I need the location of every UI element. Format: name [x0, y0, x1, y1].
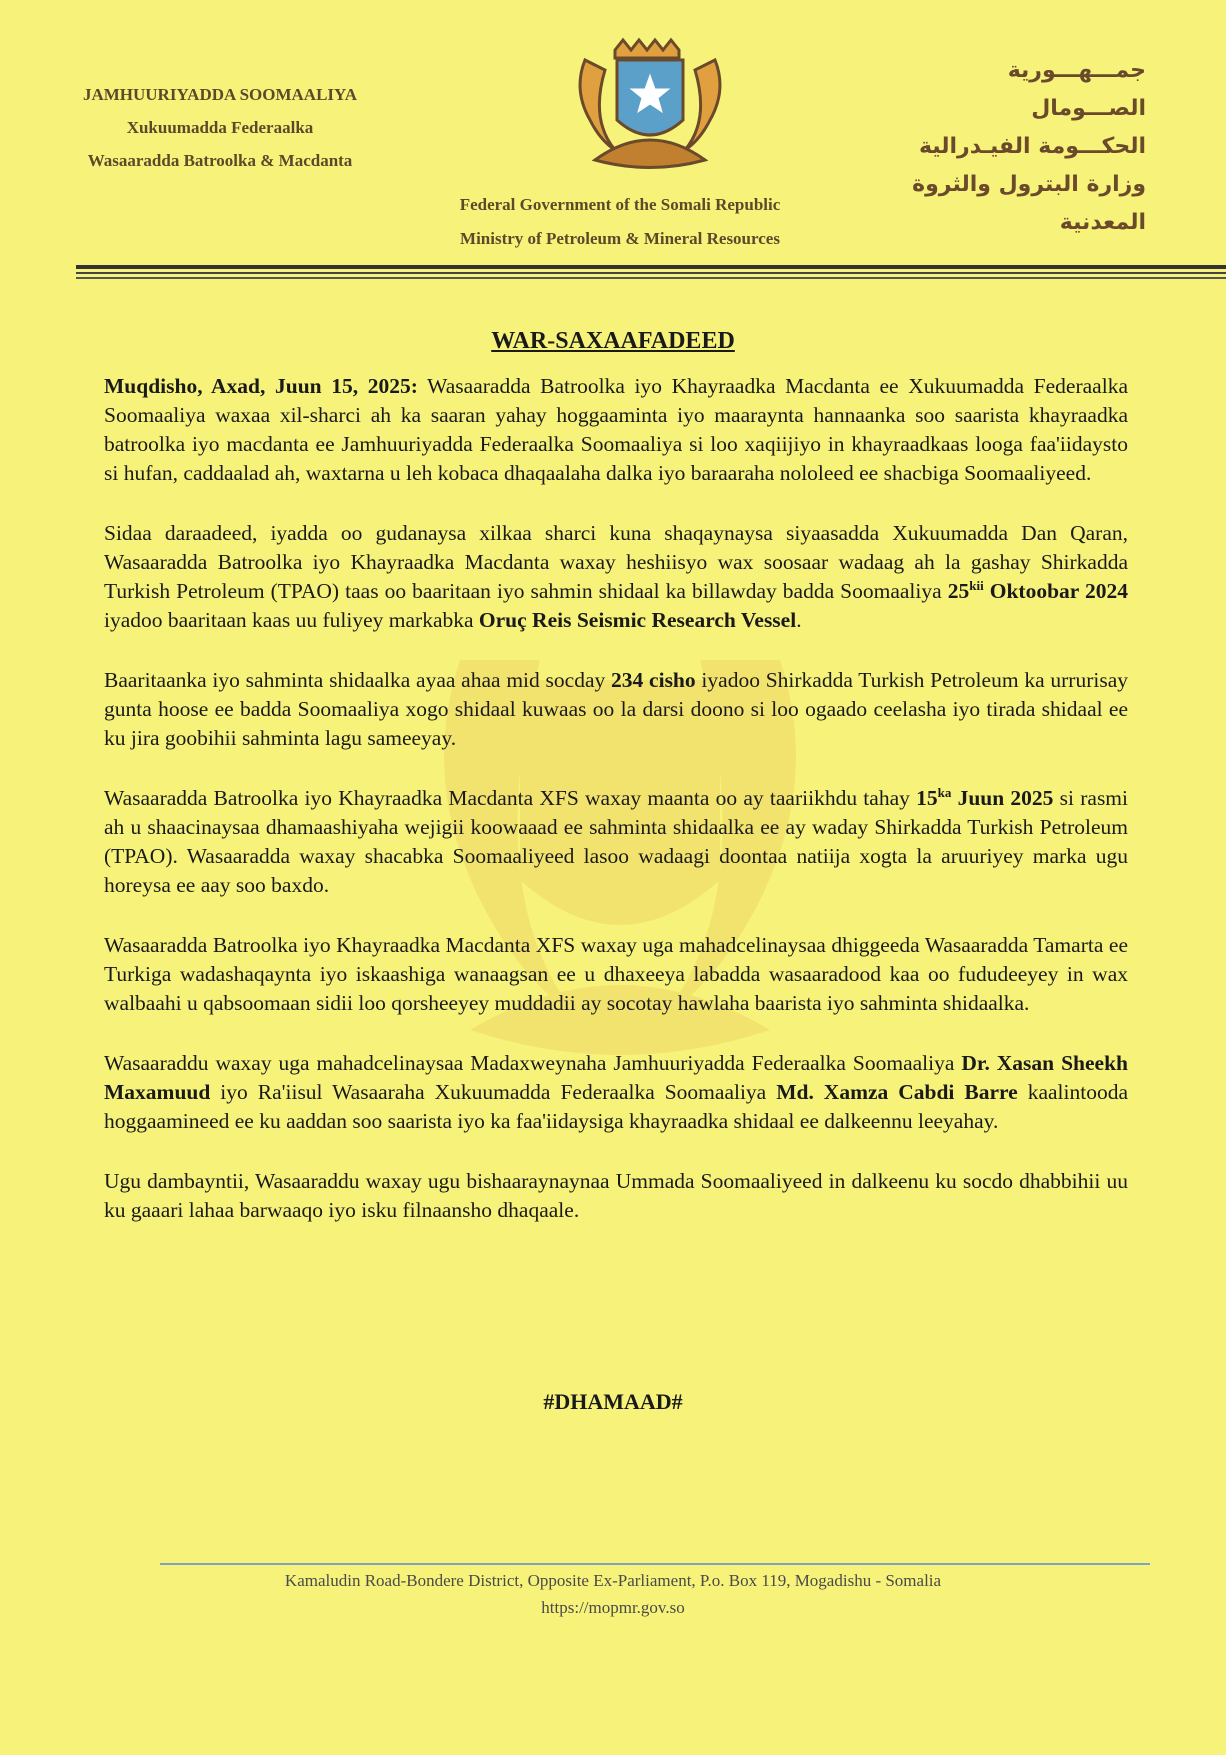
paragraph-3-text-2: iyadoo Shirkadda Turkish Petroleum ka urrurisay gunta hoose ee badda Soomaaliya xogo shidaal kuwaas oo la darsi doono si loo ogaado ceelasha iyo tirada shidaal ee ku jira goobihii sahminta lagu sameeyay.: [104, 668, 1128, 750]
header-right-line-3: وزارة البترول والثروة المعدنية: [912, 172, 1146, 235]
paragraph-6: [104, 1049, 1128, 1136]
paragraph-1: [104, 372, 1128, 488]
paragraph-4-text-1: Wasaaradda Batroolka iyo Khayraadka Macdanta XFS waxay maanta oo ay taariikhdu tahay: [104, 786, 917, 810]
paragraph-6-text-2: iyo Ra'iisul Wasaaraha Xukuumadda Federaalka Soomaaliya: [210, 1080, 777, 1104]
header-left-line-3: Wasaaradda Batroolka & Macdanta: [87, 151, 353, 170]
paragraph-1-text: Wasaaradda Batroolka iyo Khayraadka Macdanta ee Xukuumadda Federaalka Soomaaliya waxaa xil-sharci ah ka saaran yahay hoggaaminta iyo maaraynta hannaanka soo saarista khayraadka batroolka iyo macdanta ee Jamhuuriyadda Federaalka Soomaaliya si loo xaqiijiyo in khayraadkaas looga faa'iidaysto si hufan, caddaalad ah, waxtarna u leh kobaca dhaqaalaha dalka iyo baraaraha nololeed ee shacbiga Soomaaliyeed.: [104, 374, 1128, 485]
paragraph-6-president: Dr. Xasan Sheekh Maxamuud: [104, 1051, 1128, 1104]
paragraph-4-date-day: 15: [916, 786, 938, 810]
paragraph-2-date-day: 25: [947, 579, 970, 603]
header-divider: [76, 265, 1226, 269]
paragraph-4-text-2: si rasmi ah u shaacinaysaa dhamaashiyaha wejigii koowaaad ee sahminta shidaalka ee ay waday Shirkadda Turkish Petroleum (TPAO). Wasaaradda waxay shacabka Soomaaliyeed lasoo wadaagi doontaa natiija xogta la aruuriyey marka ugu horeysa ee aay soo baxdo.: [104, 786, 1129, 897]
document-title: WAR-SAXAAFADEED: [491, 328, 735, 354]
paragraph-7: Ugu dambayntii, Wasaaraddu waxay ugu bishaaraynaynaa Ummada Soomaaliyeed in dalkeenu ku socdo dhabbihii uu ku gaaari lahaa barwaaqo iyo isku filnaansho dhaqaale.: [104, 1169, 1128, 1222]
coat-of-arms-emblem: [555, 30, 745, 190]
header-divider-3: [76, 277, 1226, 279]
paragraph-2: [104, 519, 1128, 635]
paragraph-2-text-3: .: [796, 608, 802, 632]
paragraph-2-vessel: Oruç Reis Seismic Research Vessel: [478, 608, 797, 632]
paragraph-2-text-1: Sidaa daraadeed, iyadda oo gudanaysa xilkaa sharci kuna shaqaynaysa siyaasadda Xukuumadda Dan Qaran, Wasaaradda Batroolka iyo Khayraadka Macdanta waxay heshiisyo wax soosaar wadaag ah la gashay Shirkadda Turkish Petroleum (TPAO) taas oo baaritaan iyo sahmin shidaal ka billawday badda Soomaaliya: [104, 521, 1128, 603]
header-right-line-2: الحكـــومة الفيـدرالية: [918, 134, 1146, 159]
document-body: [104, 372, 1128, 1256]
header-center-line-2: Ministry of Petroleum & Mineral Resources: [460, 229, 780, 248]
header-center: [380, 188, 860, 256]
paragraph-2-date-suffix: kii: [969, 577, 984, 593]
paragraph-6-text-1: Wasaaraddu waxay uga mahadcelinaysaa Madaxweynaha Jamhuuriyadda Federaalka Soomaaliya: [104, 1051, 962, 1075]
footer-address: Kamaludin Road-Bondere District, Opposite Ex-Parliament, P.o. Box 119, Mogadishu - Somalia: [284, 1571, 942, 1590]
paragraph-4-date-suffix: ka: [937, 784, 952, 800]
header-right-line-1: جمـــهـــورية الصـــومال: [1007, 58, 1146, 121]
paragraph-5: Wasaaradda Batroolka iyo Khayraadka Macdanta XFS waxay uga mahadcelinaysaa dhiggeeda Wasaaradda Tamarta ee Turkiga wadashaqaynta iyo iskaashiga wanaagsan ee u dhaxeeya labadda wasaaradood kaa oo fududeeyey in wax walbaahi u qabsoomaan sidii loo qorsheeyey muddadii ay socotay hawlaha baarista iyo sahminta shidaalka.: [104, 933, 1128, 1015]
footer-divider: [160, 1563, 1150, 1565]
header-left-line-2: Xukuumadda Federaalka: [126, 118, 314, 137]
footer: [0, 1567, 1226, 1621]
header-center-line-1: Federal Government of the Somali Republic: [459, 195, 781, 214]
header-right-arabic: [886, 52, 1146, 242]
header-left-line-1: JAMHUURIYADDA SOOMAALIYA: [82, 85, 358, 104]
paragraph-6-text-3: kaalintooda hoggaamineed ee ku aaddan soo saarista iyo ka faa'iidaysiga khayraadka shidaal ee dalkeennu leeyahay.: [104, 1080, 1128, 1133]
header-divider-2: [76, 272, 1226, 274]
paragraph-4-date-month: Juun 2025: [951, 786, 1054, 810]
header-left: [40, 78, 400, 177]
paragraph-3: [104, 666, 1128, 753]
paragraph-1-lead: Muqdisho, Axad, Juun 15, 2025:: [104, 374, 418, 398]
paragraph-2-text-2: iyadoo baaritaan kaas uu fuliyey markabka: [104, 608, 479, 632]
footer-website-link[interactable]: https://mopmr.gov.so: [541, 1598, 685, 1617]
paragraph-4: [104, 784, 1128, 900]
paragraph-3-text-1: Baaritaanka iyo sahminta shidaalka ayaa ahaa mid socday: [104, 668, 612, 692]
paragraph-6-prime-minister: Md. Xamza Cabdi Barre: [776, 1080, 1018, 1104]
end-marker: #DHAMAAD#: [543, 1389, 683, 1414]
paragraph-3-duration: 234 cisho: [611, 668, 696, 692]
paragraph-2-date-month: Oktoobar 2024: [983, 579, 1129, 603]
